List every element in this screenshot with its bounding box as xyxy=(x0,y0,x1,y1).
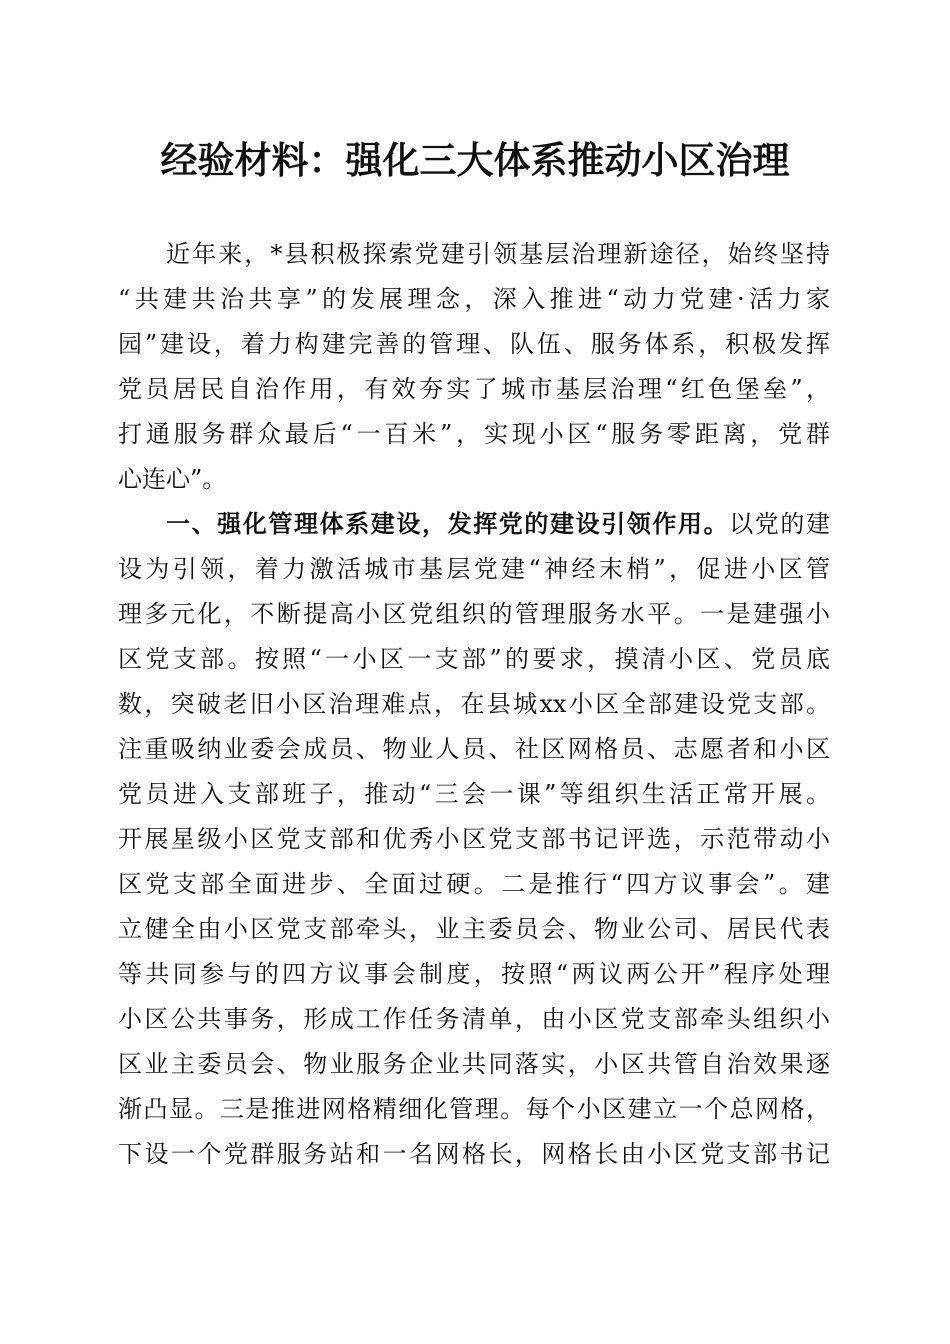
paragraph-line: 开展星级小区党支部和优秀小区党支部书记评选，示范带动小 xyxy=(118,825,830,853)
paragraph-line: 区业主委员会、物业服务企业共同落实，小区共管自治效果逐 xyxy=(118,1050,830,1078)
paragraph-line: 打通服务群众最后“一百米”，实现小区“服务零距离，党群 xyxy=(118,420,830,448)
section-first-line-rest: 以党的建 xyxy=(729,510,831,538)
page-title: 经验材料：强化三大体系推动小区治理 xyxy=(160,138,790,182)
paragraph-line: 理多元化，不断提高小区党组织的管理服务水平。一是建强小 xyxy=(118,600,830,628)
section-heading: 一、强化管理体系建设，发挥党的建设引领作用。 xyxy=(166,510,730,538)
paragraph-line: 党员居民自治作用，有效夯实了城市基层治理“红色堡垒”， xyxy=(118,375,830,403)
paragraph-line: 园”建设，着力构建完善的管理、队伍、服务体系，积极发挥 xyxy=(118,330,830,358)
paragraph-line: 近年来，*县积极探索党建引领基层治理新途径，始终坚持 xyxy=(166,240,830,268)
paragraph-line: “共建共治共享”的发展理念，深入推进“动力党建·活力家 xyxy=(118,285,830,313)
paragraph-line: 注重吸纳业委会成员、物业人员、社区网格员、志愿者和小区 xyxy=(118,735,830,763)
paragraph-line: 党员进入支部班子，推动“三会一课”等组织生活正常开展。 xyxy=(118,780,830,808)
paragraph-line: 立健全由小区党支部牵头，业主委员会、物业公司、居民代表 xyxy=(118,915,830,943)
intro-paragraph xyxy=(118,232,830,502)
document-body xyxy=(118,232,830,1177)
paragraph-line: 渐凸显。三是推进网格精细化管理。每个小区建立一个总网格， xyxy=(118,1095,830,1123)
paragraph-line: 数，突破老旧小区治理难点，在县城xx小区全部建设党支部。 xyxy=(118,690,830,718)
section-one-paragraph xyxy=(118,502,830,1177)
paragraph-line: 心连心”。 xyxy=(118,465,227,493)
paragraph-line: 等共同参与的四方议事会制度，按照“两议两公开”程序处理 xyxy=(118,960,830,988)
paragraph-line: 下设一个党群服务站和一名网格长，网格长由小区党支部书记 xyxy=(118,1140,830,1168)
paragraph-line: 设为引领，着力激活城市基层党建“神经末梢”，促进小区管 xyxy=(118,555,830,583)
paragraph-line: 小区公共事务，形成工作任务清单，由小区党支部牵头组织小 xyxy=(118,1005,830,1033)
paragraph-line: 区党支部。按照“一小区一支部”的要求，摸清小区、党员底 xyxy=(118,645,830,673)
section-first-line xyxy=(118,502,830,547)
paragraph-line: 区党支部全面进步、全面过硬。二是推行“四方议事会”。建 xyxy=(118,870,830,898)
